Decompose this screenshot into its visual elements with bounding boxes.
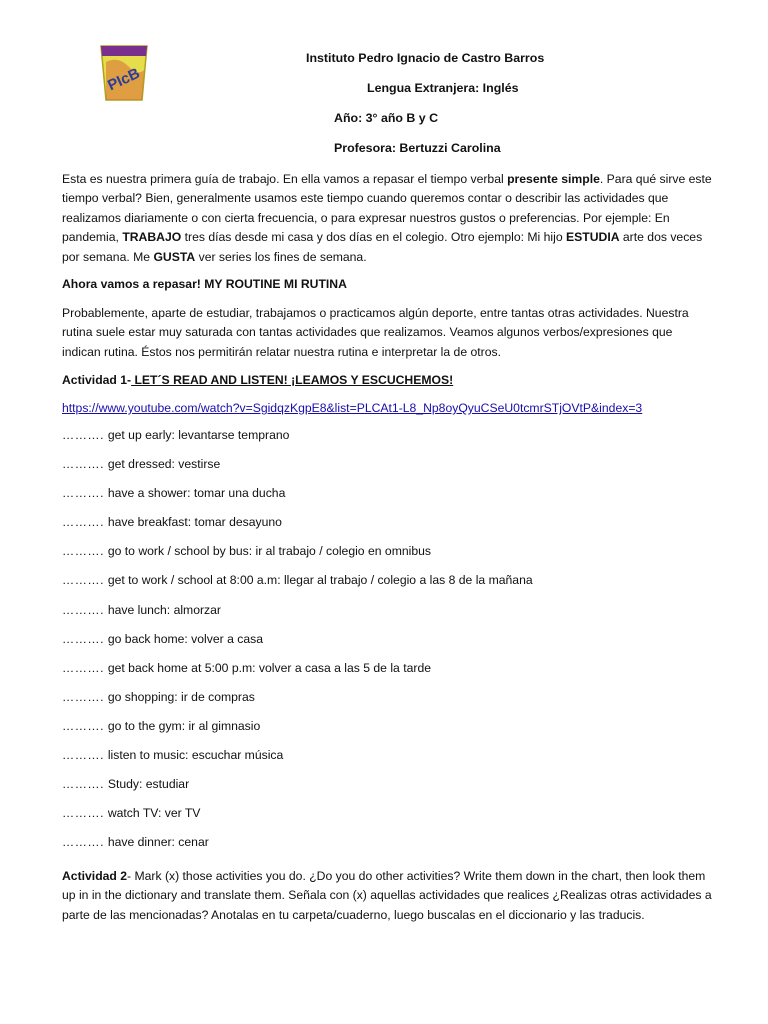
list-item-text: go to the gym: ir al gimnasio — [107, 718, 261, 733]
list-item — [62, 777, 712, 806]
list-item — [62, 428, 712, 457]
year-line: Año: 3° año B y C — [334, 111, 439, 125]
list-item-text: go to work / school by bus: ir al trabajo / colegio en omnibus — [107, 544, 431, 559]
list-item-text: listen to music: escuchar música — [107, 748, 284, 763]
list-item — [62, 661, 712, 690]
blank-dots: ………. — [62, 573, 108, 588]
intro-example-verb-3: GUSTA — [153, 249, 196, 264]
subject-line: Lengua Extranjera: Inglés — [367, 81, 519, 95]
intro-example-verb-1: TRABAJO — [122, 230, 182, 245]
intro-paragraph — [62, 170, 712, 267]
list-item — [62, 603, 712, 632]
activity-1-label: Actividad 1- — [62, 373, 132, 387]
blank-dots: ………. — [62, 544, 108, 559]
list-item-text: go shopping: ir de compras — [107, 689, 255, 704]
blank-dots: ………. — [62, 748, 108, 763]
list-item — [62, 806, 712, 835]
blank-dots: ………. — [62, 689, 108, 704]
routine-heading: Ahora vamos a repasar! MY ROUTINE MI RUTINA — [62, 277, 347, 291]
routine-paragraph: Probablemente, aparte de estudiar, trabajamos o practicamos algún deporte, entre tantas otras actividades. Nuestra rutina suele estar muy saturada con tantas actividades que realizamos. Veamos algunos verbos/expresiones que indican rutina. Éstos nos permitirán relatar nuestra rutina e interpretar la de otros. — [62, 306, 689, 359]
list-item-text: have breakfast: tomar desayuno — [107, 515, 282, 530]
intro-text-4: arte dos veces por semana. Me — [62, 230, 703, 264]
list-item-text: get up early: levantarse temprano — [107, 428, 290, 442]
list-item-text: watch TV: ver TV — [107, 806, 201, 821]
list-item — [62, 544, 712, 573]
list-item — [62, 573, 712, 602]
blank-dots: ………. — [62, 631, 108, 646]
school-name: Instituto Pedro Ignacio de Castro Barros — [306, 51, 545, 65]
list-item-text: have a shower: tomar una ducha — [107, 486, 286, 501]
list-item-text: get to work / school at 8:00 a.m: llegar al trabajo / colegio a las 8 de la mañana — [107, 573, 533, 588]
list-item — [62, 486, 712, 515]
intro-example-verb-2: ESTUDIA — [566, 230, 620, 245]
activity-2-text: - Mark (x) those activities you do. ¿Do you do other activities? Write them down in the chart, then look them up in in the dictionary and translate them. Señala con (x) aquellas actividades que realices ¿Realizas otras actividades a parte de las mencionadas? Anotalas en tu carpeta/cuaderno, luego buscalas en el diccionario y las traducis. — [62, 869, 712, 922]
list-item-text: have dinner: cenar — [107, 835, 209, 850]
list-item — [62, 690, 712, 719]
blank-dots: ………. — [62, 428, 108, 442]
intro-text-5: ver series los fines de semana. — [195, 249, 367, 264]
list-item — [62, 748, 712, 777]
school-logo — [98, 42, 150, 102]
teacher-line: Profesora: Bertuzzi Carolina — [334, 141, 501, 155]
list-item — [62, 515, 712, 544]
list-item — [62, 457, 712, 486]
activity-1-heading — [62, 371, 712, 390]
blank-dots: ………. — [62, 660, 108, 675]
list-item — [62, 632, 712, 661]
list-item-text: go back home: volver a casa — [107, 631, 263, 646]
list-item-text: Study: estudiar — [107, 777, 190, 792]
list-item — [62, 719, 712, 748]
intro-text-2: . Para qué sirve este tiempo verbal? Bien, generalmente usamos este tiempo cuando queremos contar o describir las actividades que realizamos diariamente o con cierta frecuencia, o para expresar nuestros gustos o preferencias. Por ejemple: En pandemia, — [62, 172, 712, 245]
activity-2-label: Actividad 2 — [62, 869, 128, 883]
blank-dots: ………. — [62, 457, 108, 472]
list-item-text: get dressed: vestirse — [107, 457, 221, 472]
blank-dots: ………. — [62, 777, 108, 792]
blank-dots: ………. — [62, 486, 108, 501]
logo-text: PIcB — [105, 64, 143, 95]
activity-1-title: LET´S READ AND LISTEN! ¡LEAMOS Y ESCUCHEMOS! — [131, 373, 454, 387]
list-item — [62, 835, 712, 864]
blank-dots: ………. — [62, 602, 108, 617]
intro-text-3: tres días desde mi casa y dos días en el colegio. Otro ejemplo: Mi hijo — [181, 230, 567, 245]
intro-text-1: Esta es nuestra primera guía de trabajo. En ella vamos a repasar el tiempo verbal — [62, 172, 508, 186]
intro-bold-term: presente simple — [507, 172, 600, 186]
blank-dots: ………. — [62, 806, 108, 821]
youtube-link[interactable]: https://www.youtube.com/watch?v=SgidqzKgpE8&list=PLCAt1-L8_Np8oyQyuCSeU0tcmrSTjOVtP&index=3 — [62, 401, 643, 415]
list-item-text: get back home at 5:00 p.m: volver a casa a las 5 de la tarde — [107, 660, 431, 675]
blank-dots: ………. — [62, 835, 108, 850]
blank-dots: ………. — [62, 515, 108, 530]
blank-dots: ………. — [62, 718, 108, 733]
list-item-text: have lunch: almorzar — [107, 602, 221, 617]
activity-2-paragraph — [62, 867, 712, 925]
routine-list — [62, 428, 712, 864]
